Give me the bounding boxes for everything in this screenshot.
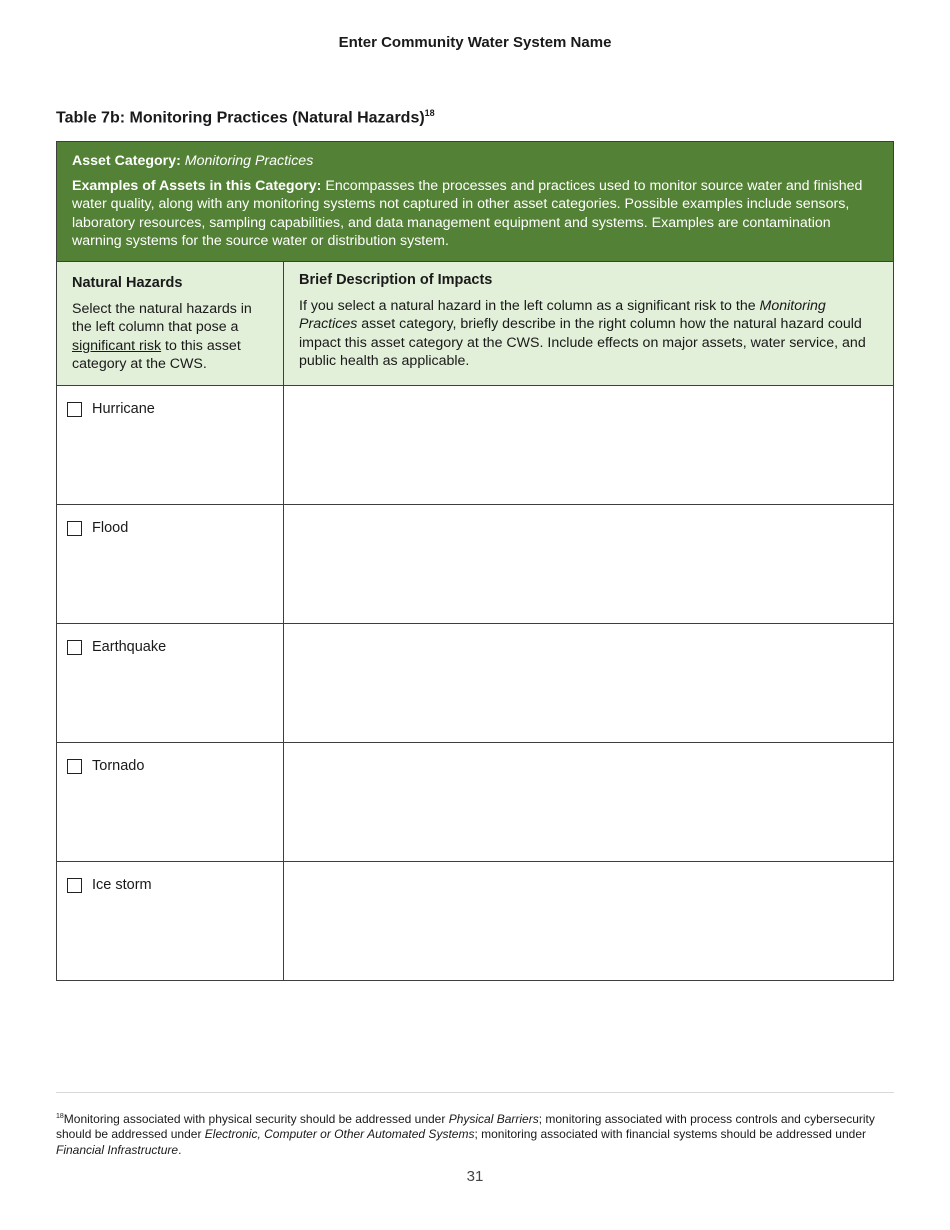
document-header-title: Enter Community Water System Name xyxy=(338,34,612,51)
impacts-instructions xyxy=(299,297,879,371)
instructions-text-start: Select the natural hazards in the left column that pose a xyxy=(72,300,252,336)
footnote-number: 18 xyxy=(56,1113,64,1120)
footnote-electronic-systems: Electronic, Computer or Other Automated Systems xyxy=(204,1127,475,1142)
hazard-row-tornado xyxy=(57,743,893,862)
table-title-text: Table 7b: Monitoring Practices (Natural Hazards) xyxy=(56,109,425,127)
footnote-physical-barriers: Physical Barriers xyxy=(448,1112,539,1126)
hazard-cell-tornado xyxy=(57,743,284,861)
table-title-footnote-ref: 18 xyxy=(424,108,435,118)
hazard-cell-flood xyxy=(57,505,284,623)
hazard-row-earthquake xyxy=(57,624,893,743)
flood-checkbox[interactable] xyxy=(67,521,82,536)
ice-storm-checkbox[interactable] xyxy=(67,878,82,893)
asset-category-header xyxy=(57,142,893,262)
hurricane-description-field[interactable] xyxy=(284,386,893,504)
tornado-description-field[interactable] xyxy=(284,743,893,861)
tornado-label: Tornado xyxy=(92,757,145,774)
impacts-text-end: asset category, briefly describe in the right column how the natural hazard could impact this asset category at the CWS. Include effects on major assets, water service, and public health as applicable. xyxy=(299,316,866,370)
hazard-row-hurricane xyxy=(57,386,893,505)
asset-category-value: Monitoring Practices xyxy=(184,153,314,169)
hurricane-label: Hurricane xyxy=(92,400,155,417)
flood-description-field[interactable] xyxy=(284,505,893,623)
footnote-text-2: ; monitoring associated with process controls and cybersecurity should be addressed under xyxy=(56,1112,875,1142)
natural-hazards-title: Natural Hazards xyxy=(72,274,183,291)
table-title xyxy=(56,108,435,127)
hazard-cell-ice-storm xyxy=(57,862,284,980)
impacts-text-start: If you select a natural hazard in the left column as a significant risk to the xyxy=(299,297,760,314)
impacts-title: Brief Description of Impacts xyxy=(299,271,493,288)
hazard-row-flood xyxy=(57,505,893,624)
instructions-text-end: to this asset category at the CWS. xyxy=(72,337,241,373)
tornado-checkbox[interactable] xyxy=(67,759,82,774)
examples-row xyxy=(72,177,878,251)
significant-risk-term: significant risk xyxy=(72,337,162,354)
earthquake-description-field[interactable] xyxy=(284,624,893,742)
footnote-financial-infrastructure: Financial Infrastructure xyxy=(56,1142,179,1157)
footnote xyxy=(56,1109,894,1158)
page-number: 31 xyxy=(466,1168,484,1185)
footnote-text-3: ; monitoring associated with financial systems should be addressed under xyxy=(474,1127,866,1142)
impacts-asset-category: Monitoring Practices xyxy=(299,297,826,333)
hazard-cell-hurricane xyxy=(57,386,284,504)
footnote-text-4: . xyxy=(178,1142,182,1157)
hazard-row-ice-storm xyxy=(57,862,893,980)
asset-category-label: Asset Category: xyxy=(72,153,181,169)
ice-storm-description-field[interactable] xyxy=(284,862,893,980)
footnote-text-1: Monitoring associated with physical security should be addressed under xyxy=(63,1112,449,1126)
earthquake-label: Earthquake xyxy=(92,638,167,655)
hazards-table xyxy=(56,141,894,981)
hurricane-checkbox[interactable] xyxy=(67,402,82,417)
examples-text: Encompasses the processes and practices used to monitor source water and finished water quality, along with any monitoring systems not captured in other asset categories. Possible examples include sensors, laboratory resources, sampling capabilities, and data management equipment and systems. Examples are contamination warning systems for the source water or distribution system. xyxy=(72,177,863,250)
impacts-header xyxy=(284,262,893,385)
footnote-divider xyxy=(56,1092,894,1093)
natural-hazards-header xyxy=(57,262,284,385)
natural-hazards-instructions xyxy=(72,300,269,374)
ice-storm-label: Ice storm xyxy=(92,876,152,893)
examples-label: Examples of Assets in this Category: xyxy=(72,177,322,194)
column-headers xyxy=(57,262,893,386)
asset-category-row xyxy=(72,152,878,171)
hazard-cell-earthquake xyxy=(57,624,284,742)
flood-label: Flood xyxy=(92,519,129,536)
earthquake-checkbox[interactable] xyxy=(67,640,82,655)
